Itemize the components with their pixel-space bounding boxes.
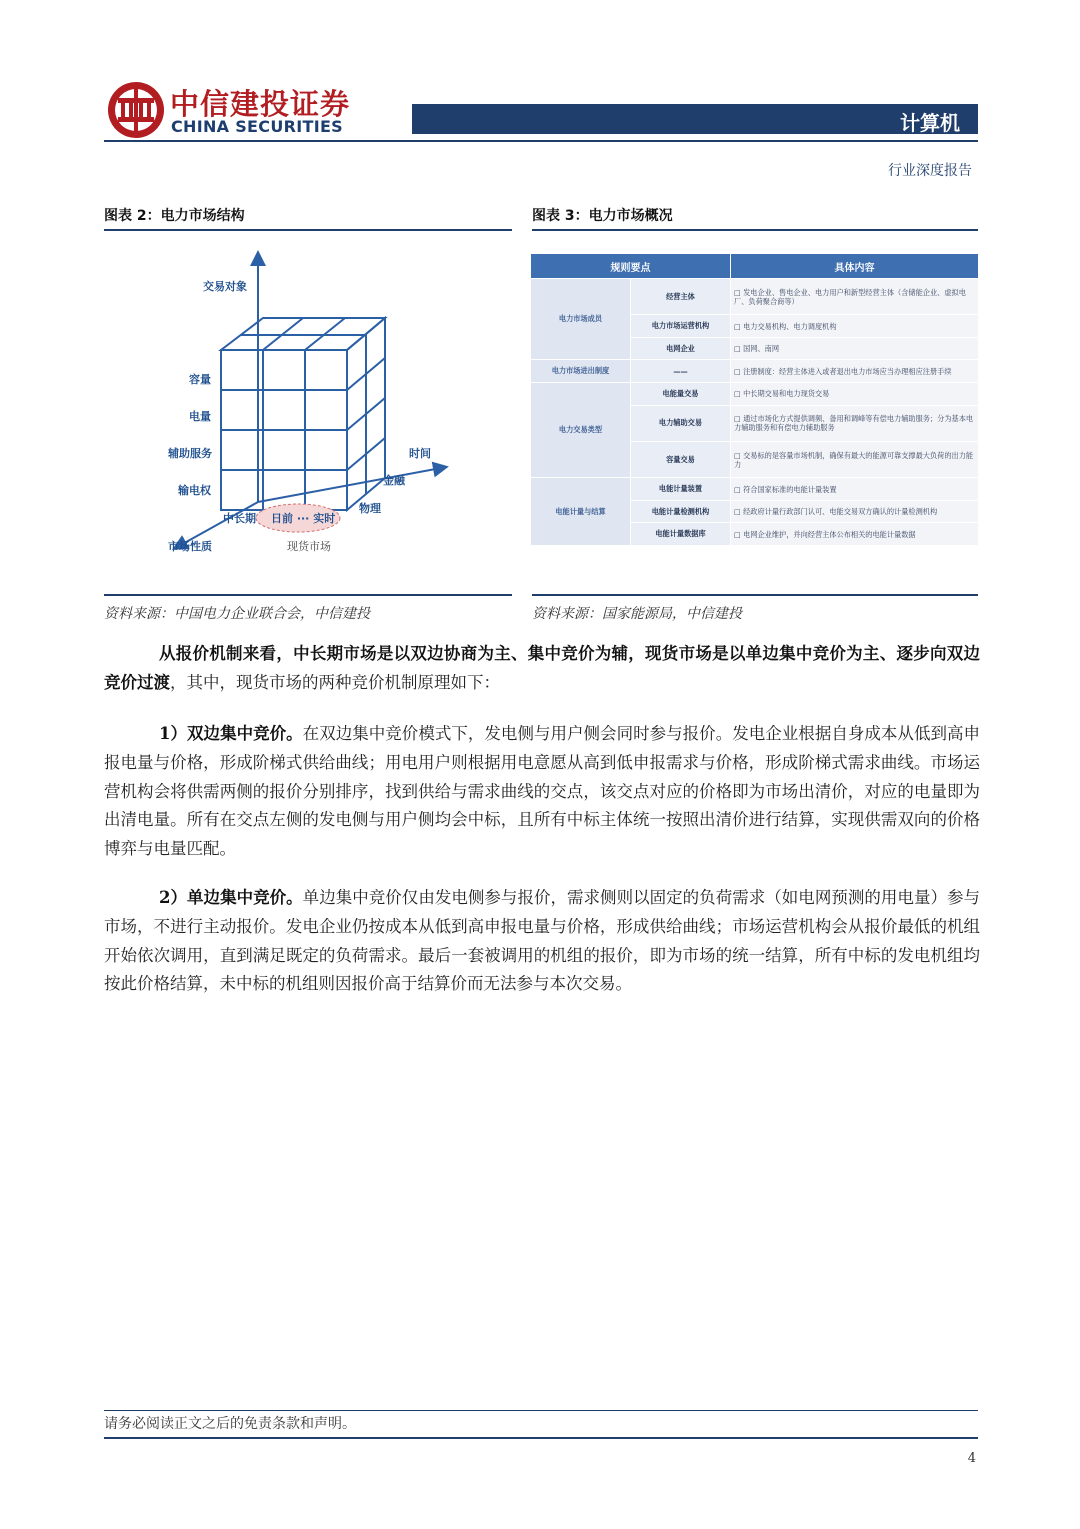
label-financial: 金融 <box>383 474 405 487</box>
footer-divider-top <box>104 1410 978 1411</box>
table-subitem: 电力市场运营机构 <box>631 315 731 338</box>
table-detail: □ 国网、南网 <box>731 337 979 360</box>
table-category: 电力市场成员 <box>531 279 631 360</box>
table-subitem: 电力辅助交易 <box>631 405 731 441</box>
report-type-label: 行业深度报告 <box>888 163 972 179</box>
table-detail: □ 符合国家标准的电能计量装置 <box>731 478 979 501</box>
cube-grid <box>221 318 385 510</box>
table-subitem: 电能量交易 <box>631 383 731 406</box>
sector-label: 计算机 <box>900 111 960 135</box>
figure-2-caption: 图表 2：电力市场结构 <box>104 208 245 224</box>
table-detail: □ 注册制度：经营主体进入或者退出电力市场应当办理相应注册手续 <box>731 360 979 383</box>
paragraph-bilateral-bidding <box>104 720 980 864</box>
table-subitem: 电能计量数据库 <box>631 523 731 546</box>
market-structure-cube-diagram <box>163 240 468 565</box>
company-logo-icon <box>106 80 166 140</box>
brand-name-en: CHINA SECURITIES <box>171 117 344 136</box>
paragraph-text: ，其中，现货市场的两种竞价机制原理如下： <box>170 672 500 692</box>
figure-2-source: 资料来源：中国电力企业联合会，中信建投 <box>104 606 370 622</box>
paragraph-pricing-mechanism <box>104 640 980 698</box>
table-detail: □ 电力交易机构、电力调度机构 <box>731 315 979 338</box>
table-detail: □ 发电企业、售电企业、电力用户和新型经营主体（含储能企业、虚拟电厂、负荷聚合商等） <box>731 279 979 315</box>
market-overview-table <box>530 253 979 546</box>
table-category: 电力交易类型 <box>531 383 631 478</box>
table-detail: □ 通过市场化方式提供调频、备用和调峰等有偿电力辅助服务；分为基本电力辅助服务和有偿电力辅助服务 <box>731 405 979 441</box>
paragraph-lead-bold: 2）单边集中竞价。 <box>159 888 303 907</box>
paragraph-lead-bold: 从报价机制来看，中长期市场是以双边协商为主、集中竞价为辅，现货市场是以单边集中竞价为主、逐步向双边竞价过渡 <box>104 644 980 692</box>
paragraph-text: 在双边集中竞价模式下，发电侧与用户侧会同时参与报价。发电企业根据自身成本从低到高申报电量与价格，形成阶梯式供给曲线；用电用户则根据用电意愿从高到低申报需求与价格，形成阶梯式需求曲线。市场运营机构会将供需两侧的报价分别排序，找到供给与需求曲线的交点，该交点对应的价格即为市场出清价，对应的电量即为出清电量。所有在交点左侧的发电侧与用户侧均会中标，且所有中标主体统一按照出清价进行结算，实现供需双向的价格博弈与电量匹配。 <box>104 724 981 859</box>
figure-3-top-rule <box>532 229 978 231</box>
table-row <box>531 478 979 501</box>
row-label-ancillary: 辅助服务 <box>168 447 212 460</box>
table-subitem: 电能计量装置 <box>631 478 731 501</box>
row-label-energy: 电量 <box>189 410 211 423</box>
figure-3-caption: 图表 3：电力市场概况 <box>532 208 673 224</box>
table-subitem: 电能计量检测机构 <box>631 500 731 523</box>
table-subitem: 经营主体 <box>631 279 731 315</box>
label-mid-long-term: 中长期 <box>223 512 256 525</box>
label-trading-object: 交易对象 <box>203 280 247 293</box>
label-physical: 物理 <box>359 502 381 515</box>
figure-3-source: 资料来源：国家能源局，中信建投 <box>532 606 742 622</box>
table-category: 电力市场进出制度 <box>531 360 631 383</box>
table-header-row <box>531 254 979 279</box>
page-number: 4 <box>967 1451 976 1466</box>
paragraph-unilateral-bidding <box>104 884 980 999</box>
header-divider <box>104 140 978 142</box>
figure-3-bottom-rule <box>532 594 978 596</box>
label-time: 时间 <box>409 447 431 460</box>
table-detail: □ 中长期交易和电力现货交易 <box>731 383 979 406</box>
brand-name-cn: 中信建投证券 <box>170 87 351 121</box>
figure-2-bottom-rule <box>104 594 512 596</box>
row-label-transmission: 输电权 <box>178 484 211 497</box>
row-label-capacity: 容量 <box>189 373 211 386</box>
table-detail: □ 经政府计量行政部门认可、电能交易双方确认的计量检测机构 <box>731 500 979 523</box>
disclaimer-text: 请务必阅读正文之后的免责条款和声明。 <box>104 1416 356 1432</box>
table-subitem: 容量交易 <box>631 441 731 477</box>
paragraph-lead-bold: 1）双边集中竞价。 <box>159 724 303 743</box>
label-spot-market: 现货市场 <box>287 540 331 553</box>
table-header-detail: 具体内容 <box>731 254 979 279</box>
table-row <box>531 383 979 406</box>
label-day-ahead-realtime: 日前 ··· 实时 <box>271 512 336 525</box>
paragraph-text: 单边集中竞价仅由发电侧参与报价，需求侧则以固定的负荷需求（如电网预测的用电量）参与市场，不进行主动报价。发电企业仍按成本从低到高申报电量与价格，形成供给曲线；市场运营机构会从报价最低的机组开始依次调用，直到满足既定的负荷需求。最后一套被调用的机组的报价，即为市场的统一结算，所有中标的发电机组均按此价格结算，未中标的机组则因报价高于结算价而无法参与本次交易。 <box>104 888 981 994</box>
footer-divider-bottom <box>104 1437 978 1439</box>
table-row <box>531 360 979 383</box>
table-detail: □ 电网企业维护，并向经营主体公布相关的电能计量数据 <box>731 523 979 546</box>
table-category: 电能计量与结算 <box>531 478 631 546</box>
table-subitem: —— <box>631 360 731 383</box>
table-detail: □ 交易标的是容量市场机制，确保有最大的能源可靠支撑最大负荷的出力能力 <box>731 441 979 477</box>
table-subitem: 电网企业 <box>631 337 731 360</box>
sector-banner <box>412 104 978 134</box>
table-header-rule-point: 规则要点 <box>531 254 731 279</box>
figure-2-top-rule <box>104 229 512 231</box>
axis-time <box>258 468 441 502</box>
table-row <box>531 279 979 315</box>
label-market-nature: 市场性质 <box>168 540 212 553</box>
